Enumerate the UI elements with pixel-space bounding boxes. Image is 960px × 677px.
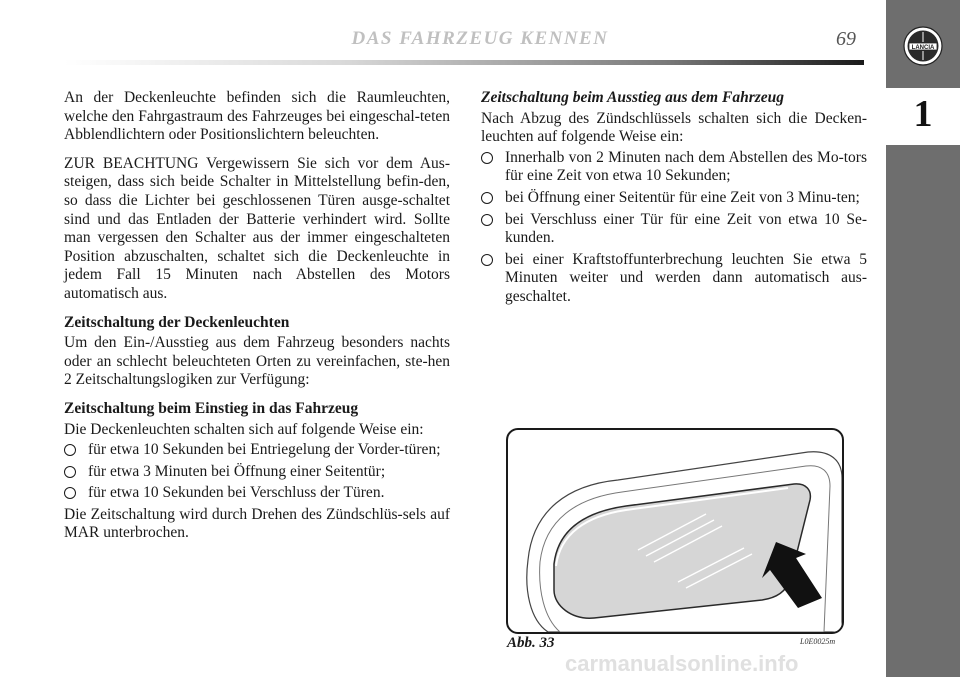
chapter-number: 1 <box>913 93 933 135</box>
figure-code: L0E0025m <box>800 637 836 646</box>
timer-paragraph: Um den Ein-/Ausstieg aus dem Fahrzeug besonders nachts oder an schlecht beleuchteten Orten zu vereinfachen, ste-hen 2 Zeitschaltungslogiken zur Verfügung: <box>64 334 450 389</box>
page-number: 69 <box>836 28 856 50</box>
list-item-text: bei Öffnung einer Seitentür für eine Zeit von 3 Minu-ten; <box>505 188 860 206</box>
bullet-icon <box>64 466 76 478</box>
list-item <box>64 441 450 460</box>
lancia-logo-icon <box>903 26 943 66</box>
figure-ceiling-light <box>506 428 844 634</box>
list-item <box>481 251 867 307</box>
bullet-icon <box>64 487 76 499</box>
list-item <box>64 463 450 482</box>
heading-entry: Zeitschaltung beim Einstieg in das Fahrzeug <box>64 399 359 417</box>
bullet-icon <box>481 192 493 204</box>
bullet-icon <box>481 254 493 266</box>
list-item-text: bei Verschluss einer Tür für eine Zeit von etwa 10 Se-kunden. <box>505 210 867 247</box>
chapter-side-tab <box>886 0 960 677</box>
list-item <box>481 149 867 186</box>
heading-exit: Zeitschaltung beim Ausstieg aus dem Fahrzeug <box>481 89 785 106</box>
note-paragraph: ZUR BEACHTUNG Vergewissern Sie sich vor dem Aus-steigen, dass sich beide Schalter in Mittelstellung befin-den, so dass die Lichter bei geschlossenen Türen ausge-schaltet sind und das Entladen der Batterie verhindert wird. Sollte man vergessen den Schalter aus der immer eingeschalteten Position abzuschalten, schaltet sich die Deckenleuchte in jedem Fall 15 Minuten nach Abstellen des Motors automatisch aus. <box>64 154 450 302</box>
running-header-title: DAS FAHRZEUG KENNEN <box>351 28 609 49</box>
watermark: carmanualsonline.info <box>565 651 799 676</box>
ceiling-light-illustration <box>508 430 842 632</box>
list-item-text: für etwa 3 Minuten bei Öffnung einer Seitentür; <box>88 462 386 480</box>
list-item-text: bei einer Kraftstoffunterbrechung leuchten Sie etwa 5 Minuten weiter und werden dann automatisch aus-geschaltet. <box>505 250 867 305</box>
heading-timer: Zeitschaltung der Deckenleuchten <box>64 313 290 331</box>
entry-list <box>64 441 450 503</box>
exit-list <box>481 149 867 307</box>
bullet-icon <box>481 152 493 164</box>
left-column <box>64 89 450 543</box>
list-item-text: Innerhalb von 2 Minuten nach dem Abstellen des Mo-tors für eine Zeit von etwa 10 Sekunden; <box>505 148 867 185</box>
list-item <box>64 484 450 503</box>
list-item-text: für etwa 10 Sekunden bei Verschluss der Türen. <box>88 484 385 502</box>
list-item <box>481 211 867 248</box>
bullet-icon <box>481 214 493 226</box>
logo-text: LANCIA <box>911 44 935 51</box>
right-column <box>481 89 867 310</box>
header-rule <box>64 60 864 65</box>
bullet-icon <box>64 444 76 456</box>
closing-paragraph: Die Zeitschaltung wird durch Drehen des Zündschlüs-sels auf MAR unterbrochen. <box>64 505 450 542</box>
figure-caption: Abb. 33 <box>507 635 555 651</box>
intro-paragraph: An der Deckenleuchte befinden sich die Raumleuchten, welche den Fahrgastraum des Fahrzeuges bei eingeschal-teten Abblendlichtern oder Positionslichtern beleuchten. <box>64 89 450 144</box>
exit-intro: Nach Abzug des Zündschlüssels schalten sich die Decken-leuchten auf folgende Weise ein: <box>481 109 867 146</box>
entry-intro: Die Deckenleuchten schalten sich auf folgende Weise ein: <box>64 420 424 438</box>
list-item <box>481 189 867 208</box>
list-item-text: für etwa 10 Sekunden bei Entriegelung der Vorder-türen; <box>88 441 441 459</box>
